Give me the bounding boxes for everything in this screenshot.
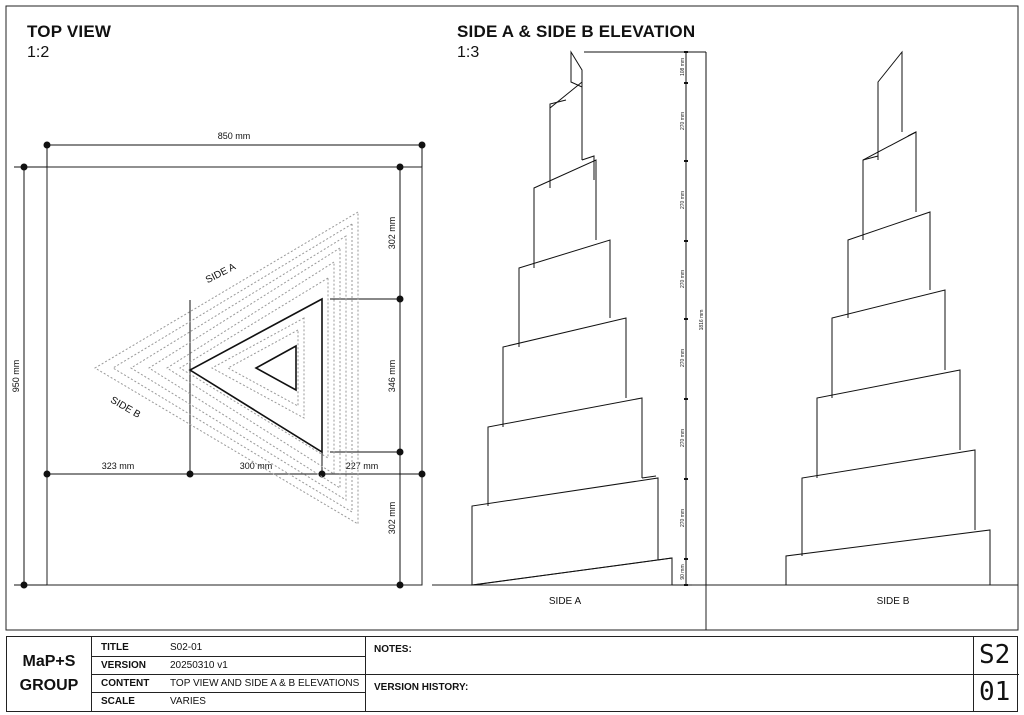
dim-bottom-left: 323 mm [101,461,135,471]
content-value: TOP VIEW AND SIDE A & B ELEVATIONS [170,678,360,689]
elev-dim-3: 270 mm [680,190,686,210]
elev-dim-7: 270 mm [680,508,686,528]
logo-line2: GROUP [19,677,79,694]
version-history-label: VERSION HISTORY: [374,682,469,693]
title-block [6,636,1018,712]
dim-middle-right: 346 mm [387,359,397,393]
notes-label: NOTES: [374,644,412,655]
side-a-label: SIDE A [204,261,238,286]
sheet-number-line1: S2 [979,640,1011,670]
sheet-number-line2: 01 [979,677,1011,707]
elev-dim-6: 270 mm [680,428,686,448]
elev-dim-4: 270 mm [680,269,686,289]
dim-upper-right: 302 mm [387,216,397,250]
side-b-tower [786,52,990,585]
elevation-scale: 1:3 [457,44,480,61]
side-b-label: SIDE B [108,394,143,421]
scale-value: VARIES [170,696,206,707]
content-label: CONTENT [101,678,150,689]
dim-width: 850 mm [217,131,251,141]
drawing-frame [6,6,1018,630]
side-b-elev-label: SIDE B [876,596,910,607]
dim-lower-right: 302 mm [387,501,397,535]
top-view-scale: 1:2 [27,44,50,61]
top-triangle [256,346,296,390]
scale-label: SCALE [101,696,135,707]
version-value: 20250310 v1 [170,660,228,671]
elev-dim-8: 90 mm [680,564,686,580]
elev-total: 1816 mm [699,309,705,331]
elevation-drawing [432,51,1018,630]
dim-bottom-mid: 300 mm [239,461,273,471]
title-value: S02-01 [170,642,203,653]
elev-dim-1: 108 mm [680,57,686,77]
version-label: VERSION [101,660,147,671]
logo-line1: MaP+S [22,653,76,670]
elev-dim-5: 270 mm [680,348,686,368]
title-label: TITLE [101,642,129,653]
elev-dim-2: 270 mm [680,111,686,131]
top-view-drawing [11,131,426,589]
elevation-title: SIDE A & SIDE B ELEVATION [457,22,696,41]
dim-height: 950 mm [11,359,21,393]
dim-bottom-right: 227 mm [345,461,379,471]
base-plate-outline [47,167,422,585]
top-view-title: TOP VIEW [27,22,112,41]
side-a-elev-label: SIDE A [548,596,582,607]
stacked-tier-outlines [95,212,358,524]
side-a-tower [472,52,672,585]
